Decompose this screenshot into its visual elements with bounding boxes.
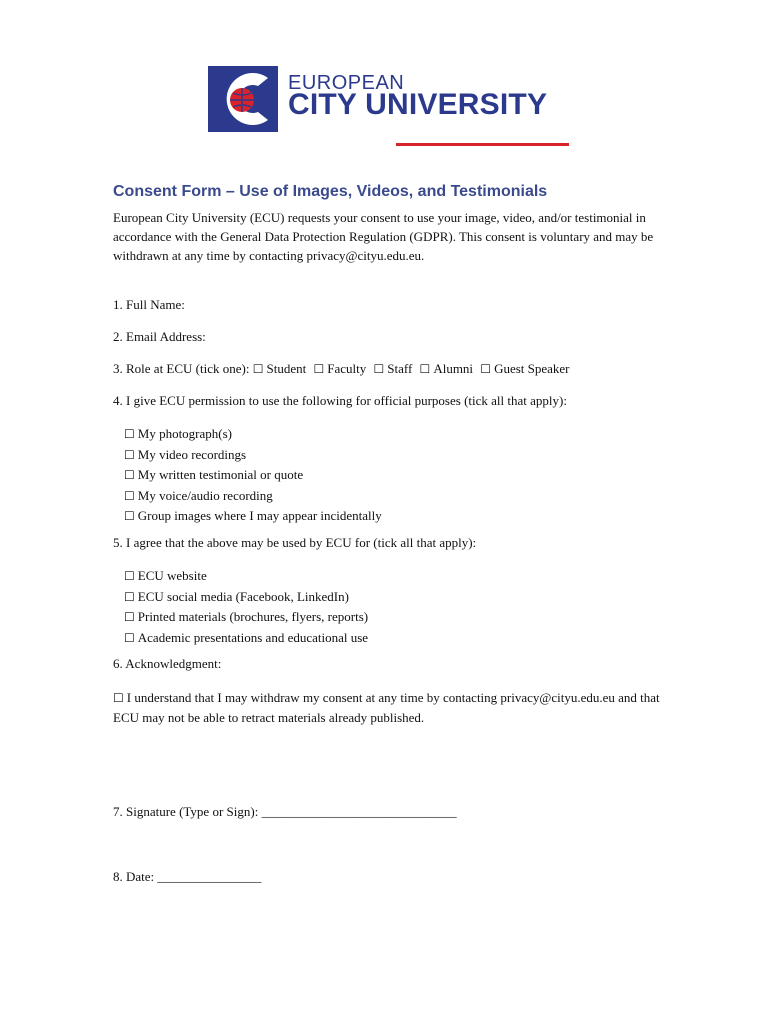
- checkbox-icon: ☐: [124, 468, 135, 482]
- checkbox-icon: ☐: [124, 589, 135, 604]
- question-usage-label: 5. I agree that the above may be used by ECU for (tick all that apply):: [113, 535, 477, 550]
- permission-checklist: [124, 424, 382, 527]
- permission-option[interactable]: ☐ My photograph(s): [124, 426, 233, 441]
- checkbox-icon: ☐: [124, 447, 135, 462]
- acknowledgment-text: I understand that I may withdraw my consent at any time by contacting privacy@cityu.edu.eu and that ECU may not be able to retract materials already published.: [113, 690, 660, 725]
- acknowledgment-checkbox[interactable]: [113, 688, 673, 728]
- logo-red-line: [396, 143, 569, 146]
- checkbox-icon: ☐: [373, 362, 385, 376]
- date-field[interactable]: 8. Date: ________________: [113, 869, 262, 884]
- checkbox-icon: ☐: [124, 488, 135, 503]
- question-full-name[interactable]: 1. Full Name:: [113, 297, 185, 312]
- permission-option[interactable]: ☐ Group images where I may appear incidentally: [124, 508, 382, 523]
- question-role-label: 3. Role at ECU (tick one):: [113, 361, 250, 376]
- signature-field[interactable]: 7. Signature (Type or Sign): ______________________________: [113, 804, 457, 819]
- role-option-guest-speaker[interactable]: ☐ Guest Speaker: [480, 361, 570, 376]
- role-option-alumni[interactable]: ☐ Alumni: [419, 361, 474, 376]
- question-acknowledgment-label: 6. Acknowledgment:: [113, 656, 222, 671]
- role-option-student[interactable]: ☐ Student: [252, 361, 307, 376]
- checkbox-icon: ☐: [124, 630, 135, 645]
- checkbox-icon: ☐: [124, 569, 135, 583]
- permission-option[interactable]: ☐ My video recordings: [124, 446, 247, 462]
- checkbox-icon: ☐: [124, 427, 135, 441]
- role-option-faculty[interactable]: ☐ Faculty: [313, 361, 367, 376]
- logo-text-city-university: CITY UNIVERSITY: [288, 88, 548, 121]
- usage-option[interactable]: ☐ Printed materials (brochures, flyers, reports): [124, 609, 369, 624]
- usage-option[interactable]: ☐ ECU social media (Facebook, LinkedIn): [124, 588, 349, 604]
- logo: [206, 64, 566, 134]
- university-logo-mark-icon: [206, 64, 286, 134]
- usage-checklist: [124, 566, 368, 648]
- question-email[interactable]: 2. Email Address:: [113, 329, 206, 344]
- checkbox-icon: ☐: [124, 610, 135, 624]
- question-role: [113, 361, 574, 377]
- checkbox-icon: ☐: [252, 362, 264, 376]
- usage-option[interactable]: ☐ ECU website: [124, 568, 207, 583]
- role-option-staff[interactable]: ☐ Staff: [373, 361, 413, 376]
- checkbox-icon: ☐: [313, 362, 325, 376]
- form-title: Consent Form – Use of Images, Videos, and Testimonials: [113, 183, 548, 200]
- permission-option[interactable]: ☐ My voice/audio recording: [124, 487, 273, 503]
- checkbox-icon: ☐: [419, 362, 431, 376]
- checkbox-icon: ☐: [113, 691, 124, 705]
- logo-text-european: EUROPEAN: [288, 72, 405, 94]
- intro-paragraph: European City University (ECU) requests your consent to use your image, video, and/or testimonial in accordance with the General Data Protection Regulation (GDPR). This consent is voluntary and may be withdrawn at any time by contacting privacy@cityu.edu.eu.: [113, 210, 654, 263]
- checkbox-icon: ☐: [124, 509, 135, 523]
- usage-option[interactable]: ☐ Academic presentations and educational use: [124, 629, 369, 645]
- permission-option[interactable]: ☐ My written testimonial or quote: [124, 467, 304, 482]
- checkbox-icon: ☐: [480, 362, 492, 376]
- question-permission-label: 4. I give ECU permission to use the following for official purposes (tick all that apply):: [113, 393, 567, 408]
